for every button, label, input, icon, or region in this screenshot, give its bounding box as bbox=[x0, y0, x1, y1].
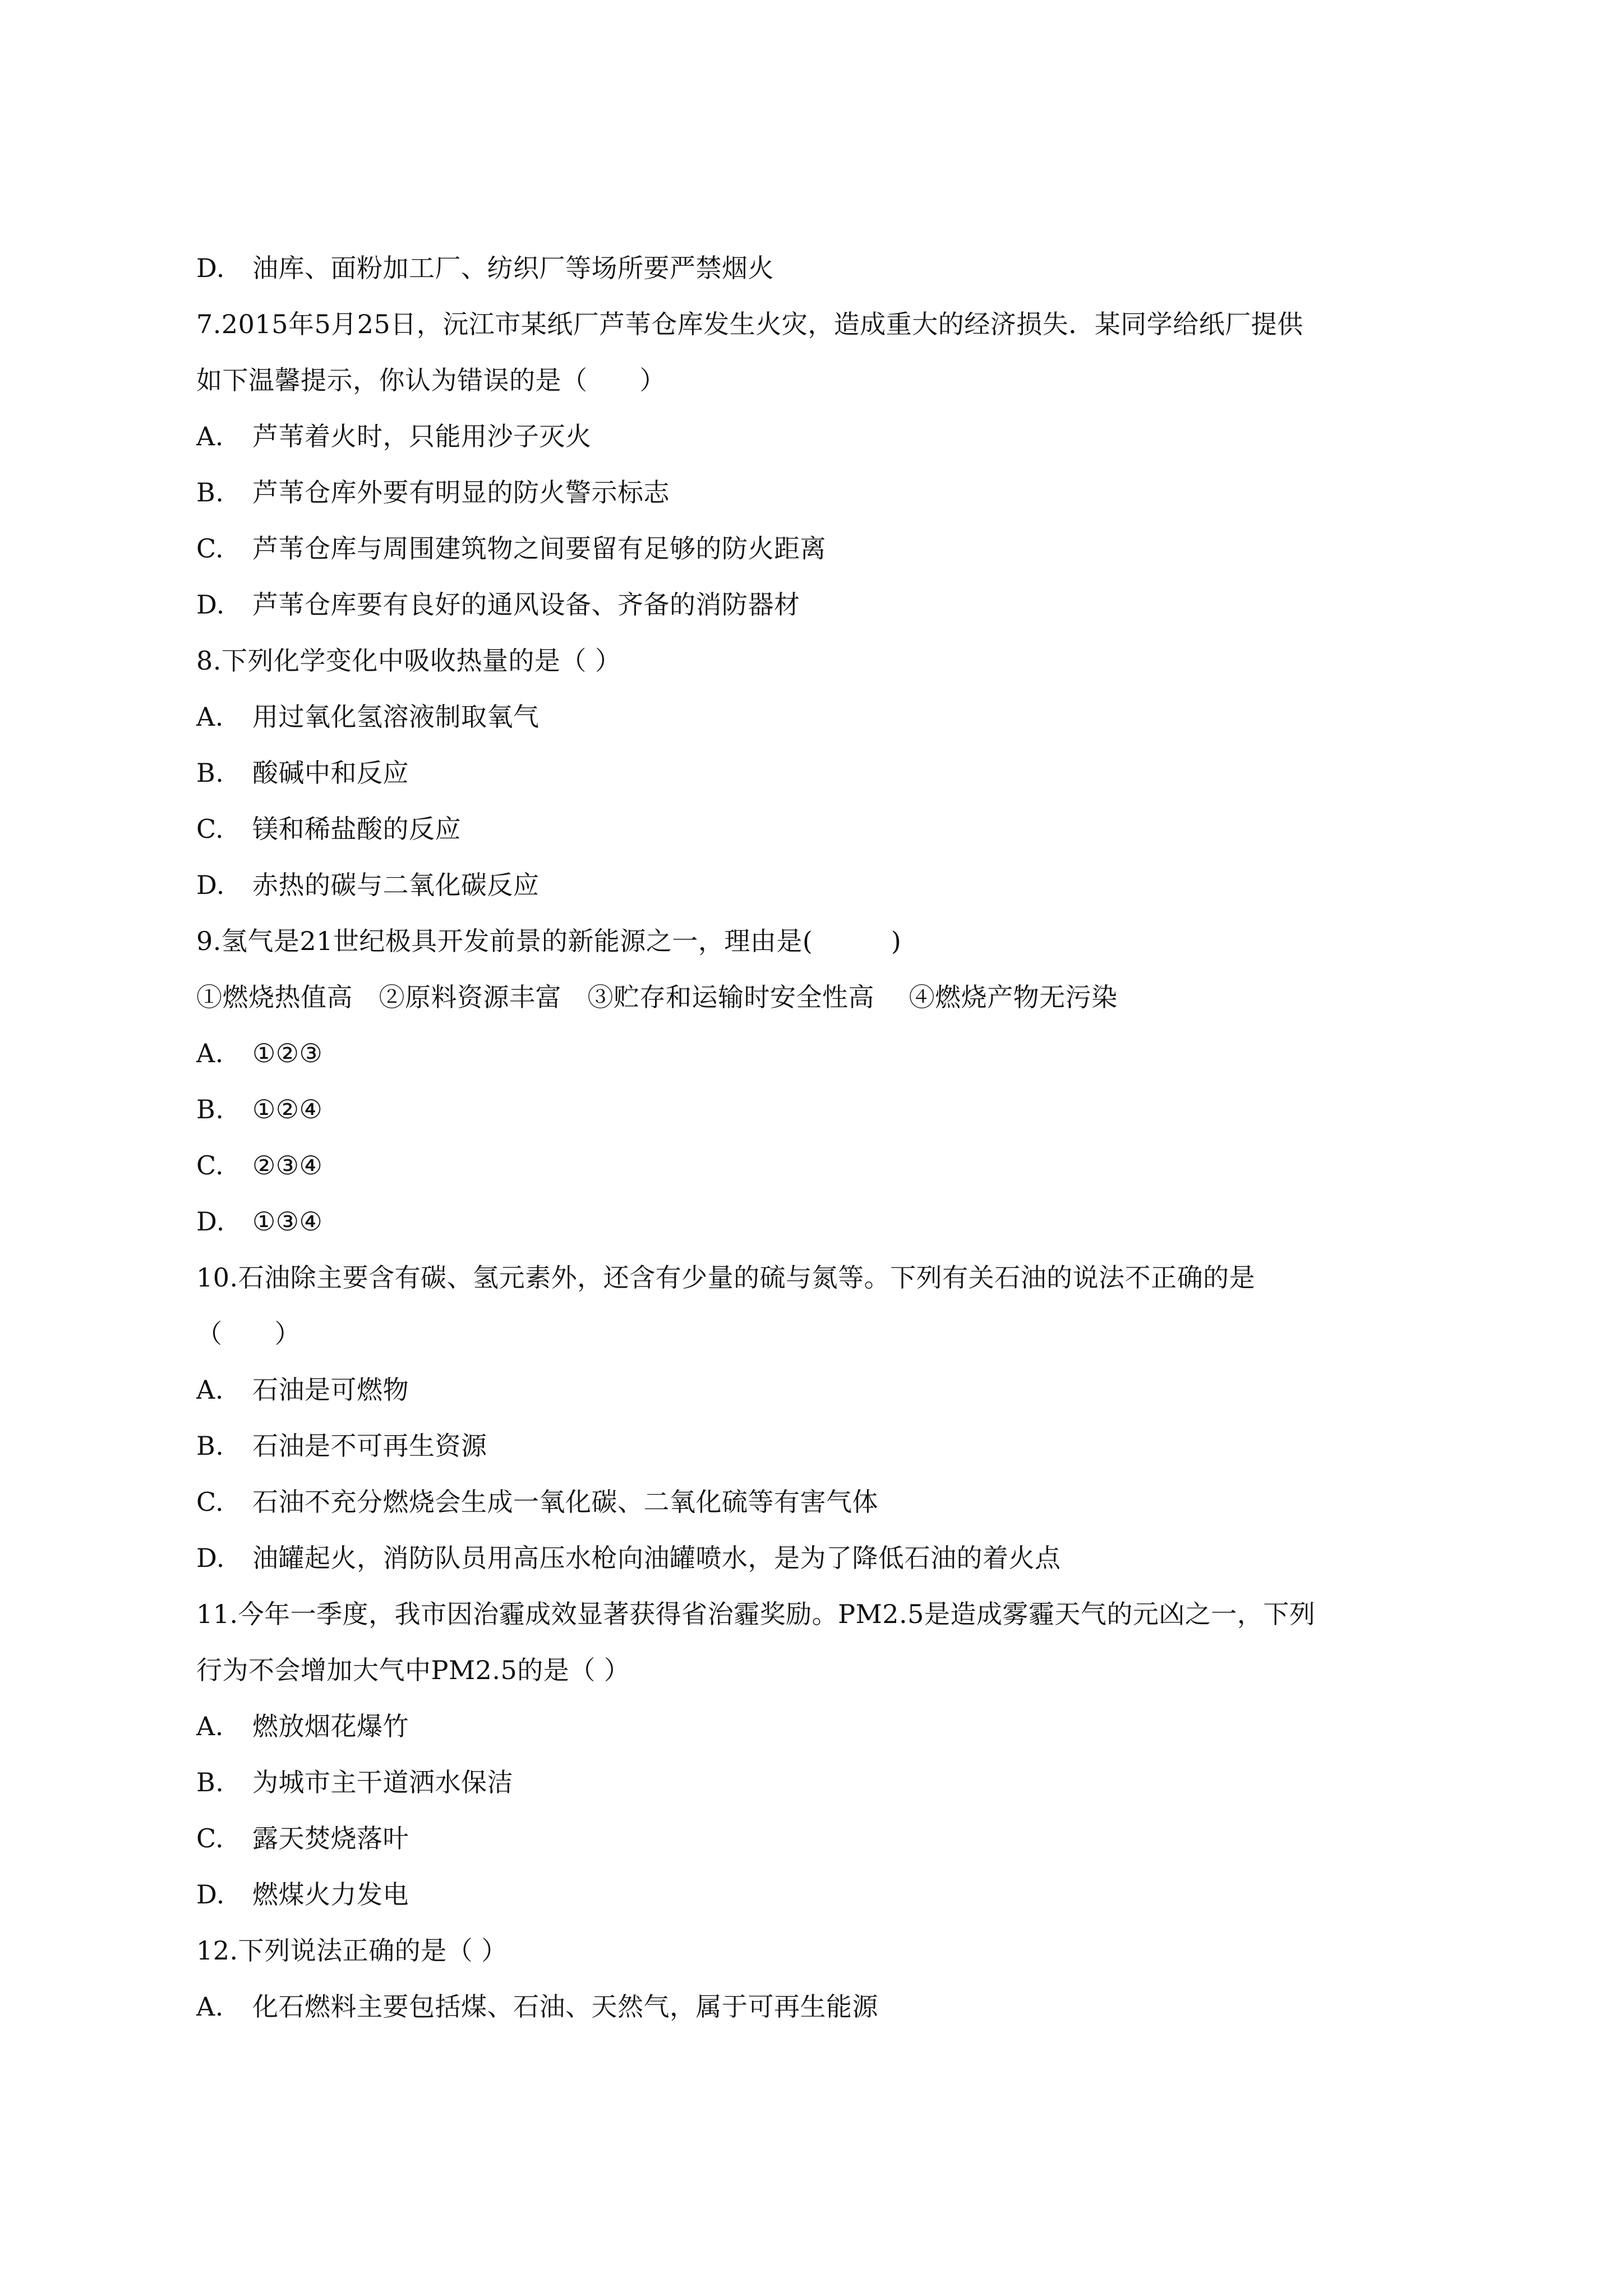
option-letter: A. bbox=[196, 702, 224, 732]
q10-option-d bbox=[196, 1530, 1441, 1586]
q7-stem-line-2: 如下温馨提示，你认为错误的是（ ） bbox=[196, 365, 666, 395]
option-text: 油罐起火，消防队员用高压水枪向油罐喷水，是为了降低石油的着火点 bbox=[252, 1543, 1061, 1573]
option-letter: A. bbox=[196, 1711, 224, 1741]
q12-stem: 12.下列说法正确的是（ ） bbox=[196, 1935, 508, 1966]
q9-option-b bbox=[196, 1081, 1441, 1137]
q8-option-a bbox=[196, 689, 1441, 745]
option-text: 芦苇仓库外要有明显的防火警示标志 bbox=[252, 477, 670, 508]
option-letter: D. bbox=[196, 1206, 225, 1237]
q11-option-d bbox=[196, 1866, 1441, 1922]
option-text: 石油是不可再生资源 bbox=[252, 1431, 487, 1461]
option-text: ②③④ bbox=[252, 1150, 323, 1181]
q11-option-b bbox=[196, 1754, 1441, 1810]
option-letter: A. bbox=[196, 1038, 224, 1068]
option-letter: D. bbox=[196, 1543, 225, 1573]
option-text: 石油不充分燃烧会生成一氧化碳、二氧化硫等有害气体 bbox=[252, 1487, 878, 1517]
q8-option-b bbox=[196, 745, 1441, 801]
option-text: 芦苇仓库与周围建筑物之间要留有足够的防火距离 bbox=[252, 533, 826, 564]
q10-option-b bbox=[196, 1418, 1441, 1474]
q7-option-a bbox=[196, 408, 1441, 464]
option-text: 燃煤火力发电 bbox=[252, 1879, 409, 1910]
option-letter: C. bbox=[196, 533, 224, 564]
option-letter: D. bbox=[196, 1879, 225, 1910]
option-letter: B. bbox=[196, 477, 224, 508]
q11-stem-line-1: 11.今年一季度，我市因治霾成效显著获得省治霾奖励。PM2.5是造成雾霾天气的元凶之一，下列 bbox=[196, 1599, 1316, 1629]
option-text: 芦苇仓库要有良好的通风设备、齐备的消防器材 bbox=[252, 589, 800, 620]
q8-stem: 8.下列化学变化中吸收热量的是（ ） bbox=[196, 646, 621, 676]
q9-statements: ①燃烧热值高 ②原料资源丰富 ③贮存和运输时安全性高 ④燃烧产物无污染 bbox=[196, 982, 1118, 1012]
option-letter: B. bbox=[196, 758, 224, 788]
option-text: 化石燃料主要包括煤、石油、天然气，属于可再生能源 bbox=[252, 1991, 878, 2022]
q11-stem-line-2: 行为不会增加大气中PM2.5的是（ ） bbox=[196, 1655, 630, 1685]
option-text: 赤热的碳与二氧化碳反应 bbox=[252, 870, 540, 900]
option-text: ①③④ bbox=[252, 1206, 323, 1237]
q11-option-c bbox=[196, 1810, 1441, 1866]
option-letter: C. bbox=[196, 1150, 224, 1181]
q6-option-d bbox=[196, 240, 1441, 296]
option-text: ①②④ bbox=[252, 1094, 323, 1124]
q8-option-c bbox=[196, 801, 1441, 857]
option-text: 芦苇着火时，只能用沙子灭火 bbox=[252, 421, 592, 451]
q7-option-d bbox=[196, 577, 1441, 633]
option-text: 为城市主干道洒水保洁 bbox=[252, 1767, 513, 1797]
q11-option-a bbox=[196, 1698, 1441, 1754]
q8-option-d bbox=[196, 857, 1441, 913]
option-text: 燃放烟花爆竹 bbox=[252, 1711, 409, 1741]
option-text: 露天焚烧落叶 bbox=[252, 1823, 409, 1854]
q10-stem-line-2: （ ） bbox=[196, 1318, 301, 1349]
option-text: 镁和稀盐酸的反应 bbox=[252, 814, 461, 844]
q10-option-c bbox=[196, 1474, 1441, 1530]
q12-option-a bbox=[196, 1979, 1441, 2035]
q9-option-c bbox=[196, 1137, 1441, 1193]
option-text: 油库、面粉加工厂、纺织厂等场所要严禁烟火 bbox=[252, 253, 774, 283]
option-text: 石油是可燃物 bbox=[252, 1375, 409, 1405]
q9-stem: 9.氢气是21世纪极具开发前景的新能源之一，理由是( ) bbox=[196, 926, 902, 956]
option-text: ①②③ bbox=[252, 1038, 323, 1068]
q9-option-d bbox=[196, 1193, 1441, 1250]
q7-option-b bbox=[196, 464, 1441, 520]
option-letter: D. bbox=[196, 589, 225, 620]
q10-stem-line-1: 10.石油除主要含有碳、氢元素外，还含有少量的硫与氮等。下列有关石油的说法不正确的是 bbox=[196, 1262, 1256, 1293]
option-letter: D. bbox=[196, 870, 225, 900]
q7-stem-line-1: 7.2015年5月25日，沅江市某纸厂芦苇仓库发生火灾，造成重大的经济损失．某同学给纸厂提供 bbox=[196, 309, 1303, 339]
option-text: 酸碱中和反应 bbox=[252, 758, 409, 788]
option-letter: B. bbox=[196, 1767, 224, 1797]
q10-option-a bbox=[196, 1362, 1441, 1418]
option-letter: C. bbox=[196, 1487, 224, 1517]
option-letter: A. bbox=[196, 1991, 224, 2022]
option-letter: A. bbox=[196, 421, 224, 451]
q7-option-c bbox=[196, 520, 1441, 577]
option-letter: D. bbox=[196, 253, 225, 283]
option-letter: B. bbox=[196, 1431, 224, 1461]
option-letter: B. bbox=[196, 1094, 224, 1124]
option-text: 用过氧化氢溶液制取氧气 bbox=[252, 702, 540, 732]
option-letter: A. bbox=[196, 1375, 224, 1405]
option-letter: C. bbox=[196, 1823, 224, 1854]
question-list bbox=[196, 240, 1441, 2035]
option-letter: C. bbox=[196, 814, 224, 844]
q9-option-a bbox=[196, 1025, 1441, 1081]
